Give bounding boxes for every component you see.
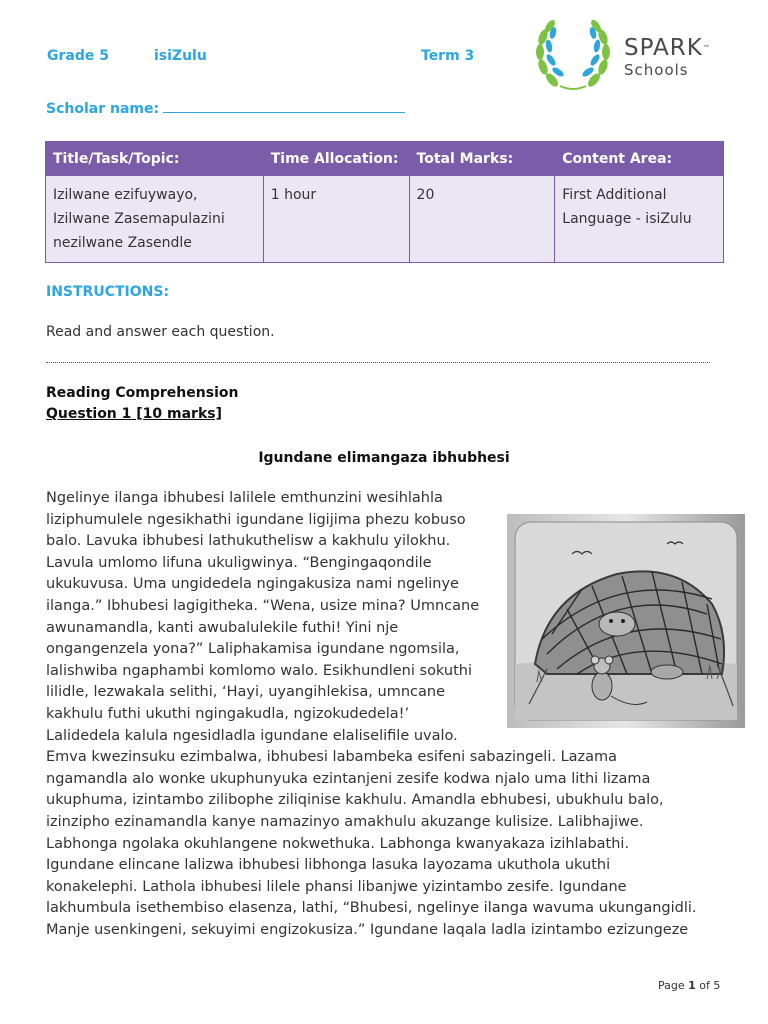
story-line: lalishwiba ngaphambi komlomo walo. Esikhundleni sokuthi: [46, 662, 472, 679]
story-line: Labhonga ngolaka okuhlangene nokwethuka. Labhonga kwanyakaza izihlabathi.: [46, 835, 630, 852]
logo-name: SPARK: [624, 35, 703, 61]
table-header-row: [46, 142, 724, 176]
term-label: Term 3: [421, 48, 475, 64]
lion-net-mouse-illustration: [507, 514, 745, 728]
header-total-marks: Total Marks:: [409, 142, 555, 176]
page-current: 1: [688, 979, 696, 992]
story-line: lilidle, lezwakala selithi, ‘Hayi, uyangihlekisa, umncane: [46, 684, 445, 701]
story-line: lakhumbula isethembiso elasenza, lathi, “Bhubesi, ngelinye ilanga wavuma ukungangidli.: [46, 900, 697, 917]
story-line: ukukuvusa. Uma ungidedela ngingakusiza nami ngelinye: [46, 576, 459, 593]
logo-trademark: ™: [702, 44, 711, 52]
header-time-allocation: Time Allocation:: [263, 142, 409, 176]
story-line: Manje usenkingeni, sekuyimi engizokusiza.” Igundane laqala ladla izintambo ezizungeze: [46, 921, 689, 938]
page-total: 5: [713, 979, 721, 992]
story-line: balo. Lavuka ibhubesi lathukuthelisw a kakhulu yilokhu.: [46, 533, 451, 550]
story-line: kakhulu futhi ukuthi ngingakudla, ngizokudedela!’: [46, 705, 410, 722]
cell-marks: 20: [409, 176, 555, 263]
story-line: ngamandla alo wonke ukuphunyuka ezintanjeni zesife kodwa njalo uma lithi lizama: [46, 770, 651, 787]
story-line: ukuphuma, izintambo zilibophe ziliqinise kakhulu. Amandla ebhubesi, ubukhulu balo,: [46, 792, 664, 809]
scholar-name-label: Scholar name:: [46, 101, 160, 117]
assessment-info-table: [45, 141, 724, 263]
story-line: Emva kwezinsuku ezimbalwa, ibhubesi labambeka esifeni sabazingeli. Lazama: [46, 749, 618, 766]
story-line: awunamandla, kanti awubalulekile futhi! Yini nje: [46, 619, 399, 636]
header-content-area: Content Area:: [555, 142, 724, 176]
logo-subtitle: Schools: [624, 61, 689, 79]
story-line: ilanga.” Ibhubesi lagigitheka. “Wena, usize mina? Umncane: [46, 597, 480, 614]
story-line: konakelephi. Lathola ibhubesi lilele phansi libanjwe yizintambo zesife. Igundane: [46, 878, 627, 895]
header-title-task-topic: Title/Task/Topic:: [46, 142, 264, 176]
question-heading: Question 1 [10 marks]: [46, 406, 222, 422]
table-row: [46, 176, 724, 263]
story-title: Igundane elimangaza ibhubhesi: [258, 450, 510, 466]
instructions-heading: INSTRUCTIONS:: [46, 284, 170, 300]
story-line: Ngelinye ilanga ibhubesi lalilele emthunzini wesihlahla: [46, 490, 443, 506]
scholar-name-line[interactable]: [163, 99, 405, 113]
page-prefix: Page: [658, 979, 689, 992]
cell-title: Izilwane ezifuywayo, Izilwane Zasemapulazini nezilwane Zasendle: [46, 176, 264, 263]
instructions-text: Read and answer each question.: [46, 324, 275, 340]
story-line: izinzipho ezinamandla kanye namazinyo amakhulu akuzange kulisize. Lalibhajiwe.: [46, 813, 644, 830]
story-line: Lalidedela kalula ngesidladla igundane elaliselifile uvalo.: [46, 727, 458, 744]
page-separator: of: [695, 979, 714, 992]
grade-label: Grade 5: [47, 48, 109, 64]
spark-schools-logo: [624, 36, 711, 80]
story-line: Lavula umlomo lifuna ukuligwinya. “Bengingaqondile: [46, 554, 432, 571]
scholar-name-field: [46, 99, 405, 117]
cell-content-area: First Additional Language - isiZulu: [555, 176, 724, 263]
story-line: ongangenzela yona?” Laliphakamisa igundane ngomsila,: [46, 641, 460, 658]
story-line: Igundane elincane lalizwa ibhubesi libhonga lasuka layozama ukuthola ukuthi: [46, 857, 611, 874]
dotted-divider: [46, 362, 710, 363]
page-number: [658, 979, 720, 992]
story-line: liziphumulele ngesikhathi igundane ligijima phezu kobuso: [46, 511, 466, 528]
subject-label: isiZulu: [154, 48, 207, 64]
section-title: Reading Comprehension: [46, 385, 239, 401]
cell-time: 1 hour: [263, 176, 409, 263]
